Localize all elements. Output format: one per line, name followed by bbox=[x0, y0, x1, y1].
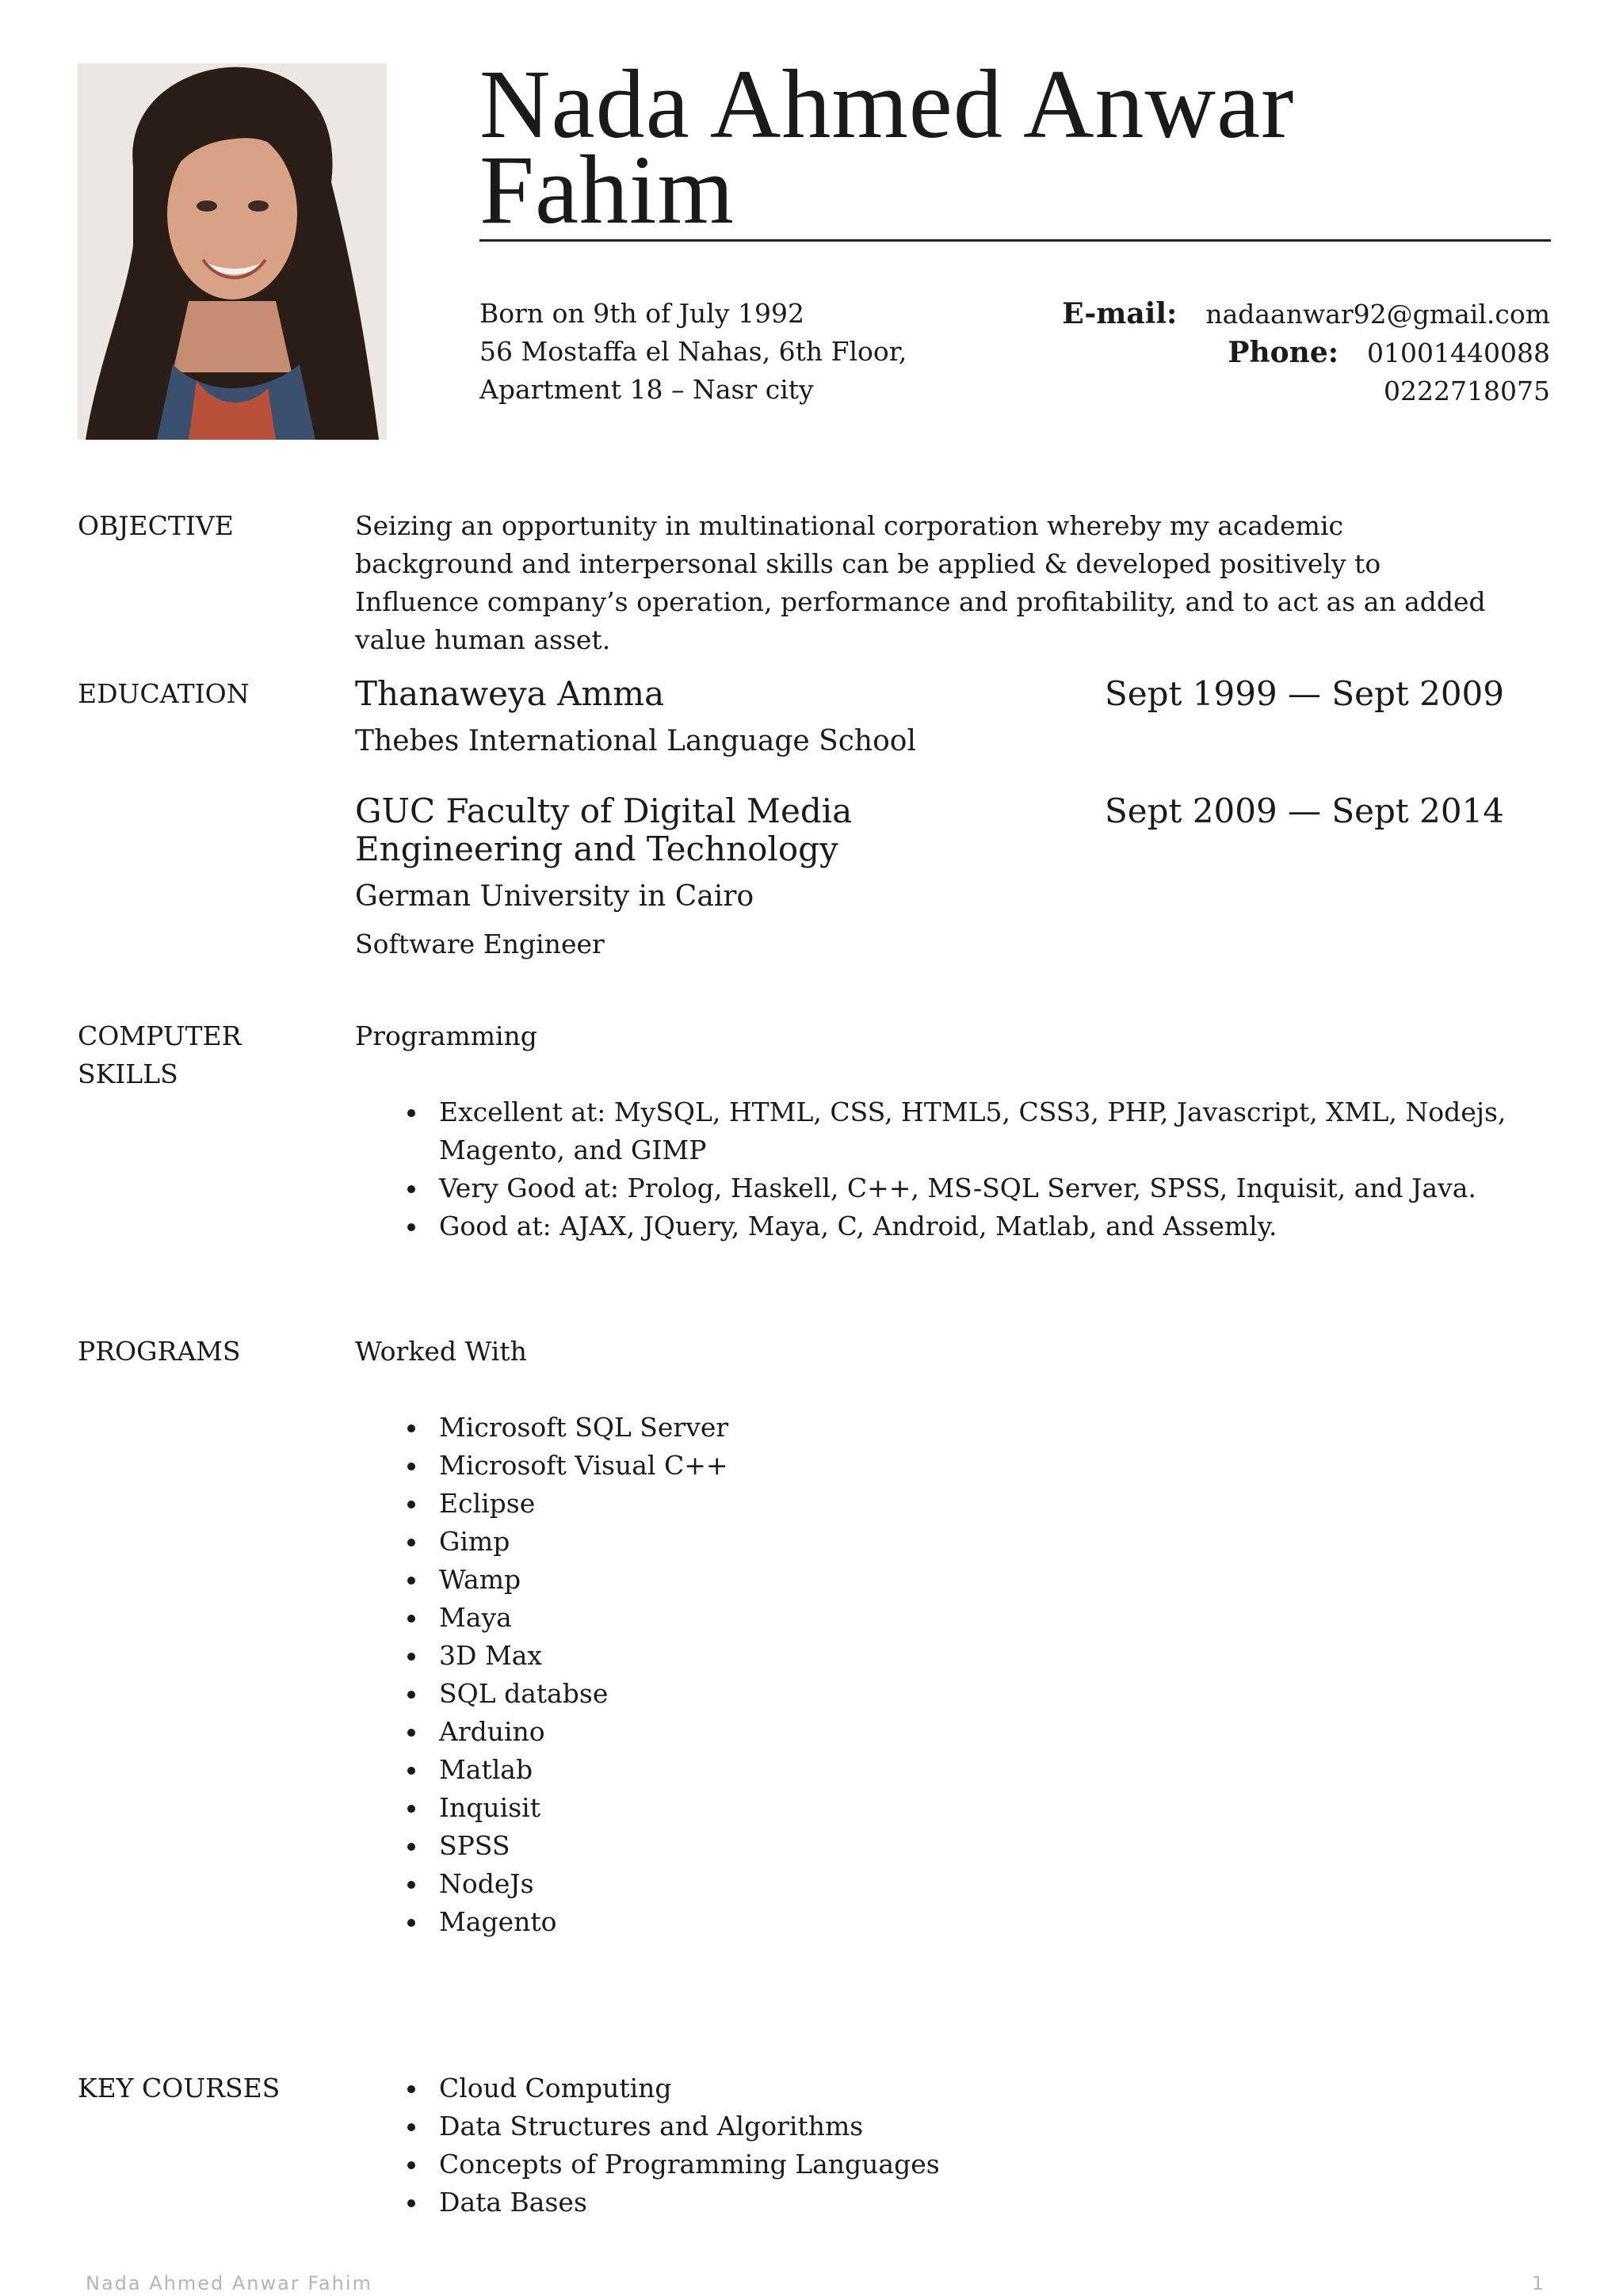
list-item: Data Structures and Algorithms bbox=[439, 2107, 1583, 2145]
education-dates: Sept 1999 — Sept 2009 bbox=[1105, 674, 1504, 713]
portrait-image bbox=[78, 63, 387, 440]
phone-label: Phone: bbox=[1228, 336, 1339, 369]
list-item: Data Bases bbox=[439, 2183, 1583, 2222]
list-item: Wamp bbox=[439, 1561, 1583, 1599]
education-role: Software Engineer bbox=[355, 929, 605, 959]
list-item: SPSS bbox=[439, 1827, 1583, 1865]
education-entry bbox=[355, 675, 1504, 761]
computer-skills-label-line-1: COMPUTER bbox=[78, 1020, 242, 1051]
name-line-2: Fahim bbox=[479, 135, 735, 244]
list-item: SQL databse bbox=[439, 1675, 1583, 1713]
education-title: Thanaweya Amma bbox=[355, 674, 665, 713]
candidate-name bbox=[479, 50, 1551, 244]
list-item: NodeJs bbox=[439, 1865, 1583, 1903]
list-item: Cloud Computing bbox=[439, 2069, 1583, 2107]
address-line-1: 56 Mostaffa el Nahas, 6th Floor, bbox=[479, 336, 907, 367]
name-block bbox=[479, 50, 1551, 244]
phone-row bbox=[995, 334, 1550, 372]
programs-label: PROGRAMS bbox=[78, 1336, 241, 1367]
key-courses-label: KEY COURSES bbox=[78, 2073, 281, 2103]
education-title: GUC Faculty of Digital Media Engineering and Technology bbox=[355, 791, 853, 868]
address-line-2: Apartment 18 – Nasr city bbox=[479, 374, 814, 405]
name-line-1: Nada Ahmed Anwar bbox=[479, 50, 1295, 158]
list-item: 3D Max bbox=[439, 1637, 1583, 1675]
skills-subhead: Programming bbox=[355, 1020, 537, 1051]
education-label: EDUCATION bbox=[78, 678, 250, 709]
education-school: Thebes International Language School bbox=[355, 725, 916, 757]
list-item: Very Good at: Prolog, Haskell, C++, MS-SQL Server, SPSS, Inquisit, and Java. bbox=[439, 1169, 1541, 1207]
objective-label: OBJECTIVE bbox=[78, 510, 234, 541]
email-label: E-mail: bbox=[1062, 297, 1178, 330]
list-item: Good at: AJAX, JQuery, Maya, C, Android, Matlab, and Assemly. bbox=[439, 1207, 1541, 1245]
computer-skills-label-line-2: SKILLS bbox=[78, 1058, 178, 1089]
list-item: Microsoft Visual C++ bbox=[439, 1447, 1583, 1485]
contact-info bbox=[995, 295, 1550, 410]
list-item: Matlab bbox=[439, 1751, 1583, 1789]
list-item: Eclipse bbox=[439, 1485, 1583, 1523]
list-item: Maya bbox=[439, 1599, 1583, 1637]
list-item: Excellent at: MySQL, HTML, CSS, HTML5, CSS3, PHP, Javascript, XML, Nodejs, Magento, and GIMP bbox=[439, 1093, 1541, 1169]
profile-photo bbox=[78, 63, 387, 440]
phone-row-2 bbox=[995, 372, 1550, 410]
list-item: Arduino bbox=[439, 1713, 1583, 1751]
objective-text: Seizing an opportunity in multinational corporation whereby my academic background and interpersonal skills can be applied & developed positively to Influence company’s operation, performance and profitability, and to act as an added value human asset. bbox=[355, 510, 1486, 655]
education-school: German University in Cairo bbox=[355, 880, 754, 913]
programs-list bbox=[355, 1409, 1583, 1941]
list-item: Microsoft SQL Server bbox=[439, 1409, 1583, 1447]
footer-name: Nada Ahmed Anwar Fahim bbox=[86, 2272, 372, 2294]
page-number: 1 bbox=[1531, 2272, 1544, 2294]
list-item: Inquisit bbox=[439, 1789, 1583, 1827]
education-dates: Sept 2009 — Sept 2014 bbox=[1105, 791, 1504, 830]
key-courses-list bbox=[355, 2069, 1583, 2222]
email-value[interactable]: nadaanwar92@gmail.com bbox=[1205, 299, 1550, 330]
personal-info bbox=[479, 295, 907, 409]
phone-value-1: 01001440088 bbox=[1367, 338, 1550, 368]
phone-value-2: 0222718075 bbox=[1384, 376, 1550, 406]
list-item: Concepts of Programming Languages bbox=[439, 2145, 1583, 2183]
list-item: Gimp bbox=[439, 1523, 1583, 1561]
programs-subhead: Worked With bbox=[355, 1336, 527, 1367]
education-entry bbox=[355, 792, 1504, 963]
birth-date: Born on 9th of July 1992 bbox=[479, 298, 804, 329]
email-row bbox=[995, 295, 1550, 334]
list-item: Magento bbox=[439, 1903, 1583, 1941]
computer-skills-label bbox=[78, 1017, 315, 1093]
skills-list bbox=[355, 1093, 1541, 1245]
